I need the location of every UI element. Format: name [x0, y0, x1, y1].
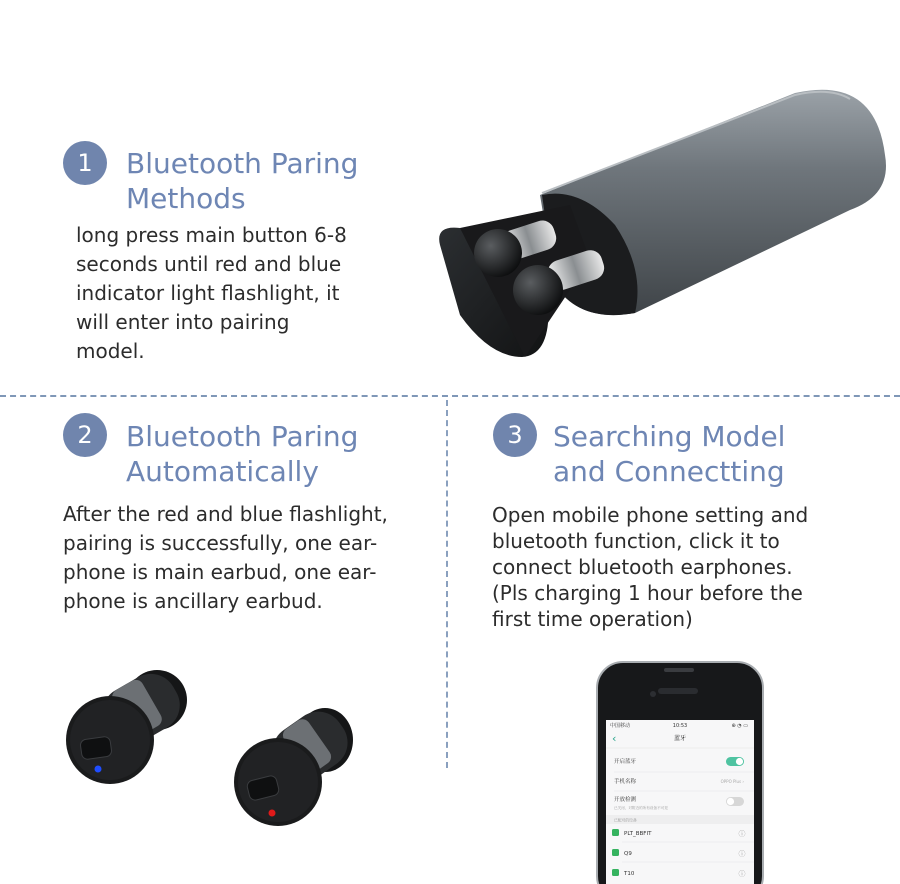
step-3-description: [492, 502, 808, 632]
phone-back-icon[interactable]: ‹: [612, 732, 617, 745]
earbud-red-led-image: [230, 700, 360, 830]
step-3-line-1: Open mobile phone setting and: [492, 503, 809, 527]
step-1-line-1: long press main button 6-8: [76, 223, 347, 247]
phone-bluetooth-toggle-label: 开启蓝牙: [614, 759, 637, 765]
horizontal-divider: [0, 395, 900, 397]
info-icon[interactable]: ⓘ: [738, 850, 746, 858]
info-icon[interactable]: ⓘ: [738, 870, 746, 878]
charging-case-image: [430, 85, 890, 375]
step-3-title-line-1: Searching Model: [553, 420, 786, 453]
step-1-title: [126, 146, 358, 216]
phone-discoverable-toggle[interactable]: [726, 797, 744, 806]
step-3-line-4: (Pls charging 1 hour before the: [492, 581, 803, 605]
phone-status-time: 10:53: [672, 723, 688, 729]
phone-bluetooth-toggle[interactable]: [726, 757, 744, 766]
step-2-line-3: phone is main earbud, one ear-: [63, 560, 377, 584]
step-3-line-5: first time operation): [492, 607, 693, 631]
phone-device-name-label: 手机名称: [614, 779, 637, 785]
step-2-line-2: pairing is successfully, one ear-: [63, 531, 378, 555]
earbud-blue-led-image: [62, 668, 192, 788]
step-2-badge: 2: [63, 413, 107, 457]
step-1-badge: 1: [63, 141, 107, 185]
step-3-line-3: connect bluetooth earphones.: [492, 555, 793, 579]
phone-paired-devices-header: 已配对的设备: [614, 817, 637, 823]
step-3-title: [553, 419, 785, 489]
step-2-title-line-1: Bluetooth Paring: [126, 420, 359, 453]
phone-status-carrier: 中国移动: [610, 723, 631, 729]
step-2-line-1: After the red and blue flashlight,: [63, 502, 388, 526]
step-3-line-2: bluetooth function, click it to: [492, 529, 780, 553]
step-2-title-line-2: Automatically: [126, 455, 319, 488]
step-1-line-5: model.: [76, 339, 145, 363]
step-2-title: [126, 419, 358, 489]
phone-discoverable-label: 开放检测: [614, 797, 637, 803]
phone-device-name: Q9: [624, 851, 632, 857]
phone-device-name: PLT_BBFIT: [624, 831, 652, 837]
phone-device-name-value[interactable]: OPPO Plus ›: [720, 779, 744, 784]
vertical-divider: [446, 400, 448, 768]
step-1-line-2: seconds until red and blue: [76, 252, 342, 276]
step-1-title-line-2: Methods: [126, 182, 246, 215]
step-3-title-line-2: and Connectting: [553, 455, 785, 488]
info-icon[interactable]: ⓘ: [738, 830, 746, 838]
step-1-line-4: will enter into pairing: [76, 310, 290, 334]
step-1-title-line-1: Bluetooth Paring: [126, 147, 359, 180]
step-1-line-3: indicator light flashlight, it: [76, 281, 340, 305]
step-1-description: [76, 221, 347, 366]
step-2-line-4: phone is ancillary earbud.: [63, 589, 323, 613]
step-2-description: [63, 500, 388, 616]
blue-led-icon: [95, 766, 102, 773]
red-led-icon: [269, 810, 276, 817]
step-3-badge: 3: [493, 413, 537, 457]
phone-discoverable-desc: 已关闭，对附近的所有设备不可见: [614, 806, 668, 810]
phone-screen-title: 蓝牙: [673, 735, 687, 742]
phone-image: [596, 660, 766, 884]
phone-status-icons: ⊕ ◔ ▭: [731, 723, 748, 729]
phone-device-name: T10: [624, 871, 635, 877]
